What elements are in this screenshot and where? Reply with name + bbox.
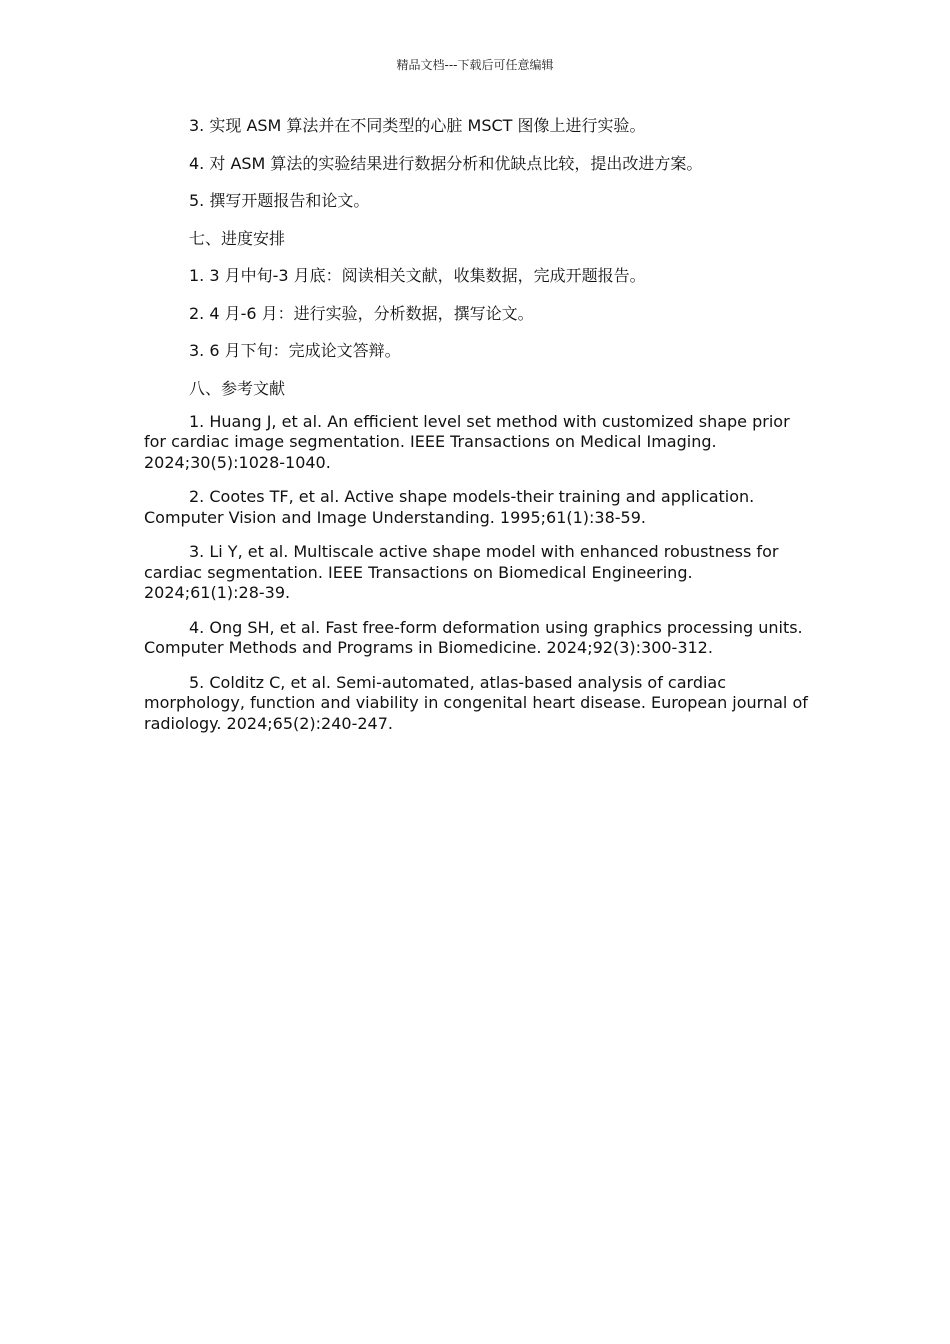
task-item-5: 5. 撰写开题报告和论文。 — [189, 191, 370, 210]
schedule-heading: 七、进度安排 — [189, 228, 286, 248]
reference-item-3: 3. Li Y, et al. Multiscale active shape model with enhanced robustness for cardiac segmentation. IEEE Transactions on Biomedical Engineering. 2024;61(1):28-39. — [144, 542, 779, 602]
reference-item-2: 2. Cootes TF, et al. Active shape models-their training and application. Computer Vision and Image Understanding. 1995;61(1):38-59. — [144, 487, 755, 527]
page-header: 精品文档---下载后可任意编辑 — [396, 58, 554, 72]
reference-item-1: 1. Huang J, et al. An efficient level set method with customized shape prior for cardiac image segmentation. IEEE Transactions on Medical Imaging. 2024;30(5):1028-1040. — [144, 411, 790, 472]
schedule-item-2: 2. 4 月-6 月：进行实验，分析数据，撰写论文。 — [189, 303, 534, 323]
reference-item-4: 4. Ong SH, et al. Fast free-form deformation using graphics processing units. Computer Methods and Programs in Biomedicine. 2024;92(3):300-312. — [144, 617, 803, 657]
task-item-4: 4. 对 ASM 算法的实验结果进行数据分析和优缺点比较，提出改进方案。 — [189, 153, 703, 173]
schedule-item-3: 3. 6 月下旬：完成论文答辩。 — [189, 341, 401, 360]
task-item-3: 3. 实现 ASM 算法并在不同类型的心脏 MSCT 图像上进行实验。 — [189, 116, 646, 135]
references-heading: 八、参考文献 — [189, 378, 286, 398]
document-body — [144, 115, 809, 748]
schedule-item-1: 1. 3 月中旬-3 月底：阅读相关文献，收集数据，完成开题报告。 — [189, 266, 646, 285]
reference-item-5: 5. Colditz C, et al. Semi-automated, atlas-based analysis of cardiac morphology, function and viability in congenital heart disease. European journal of radiology. 2024;65(2):240-247. — [144, 672, 808, 733]
